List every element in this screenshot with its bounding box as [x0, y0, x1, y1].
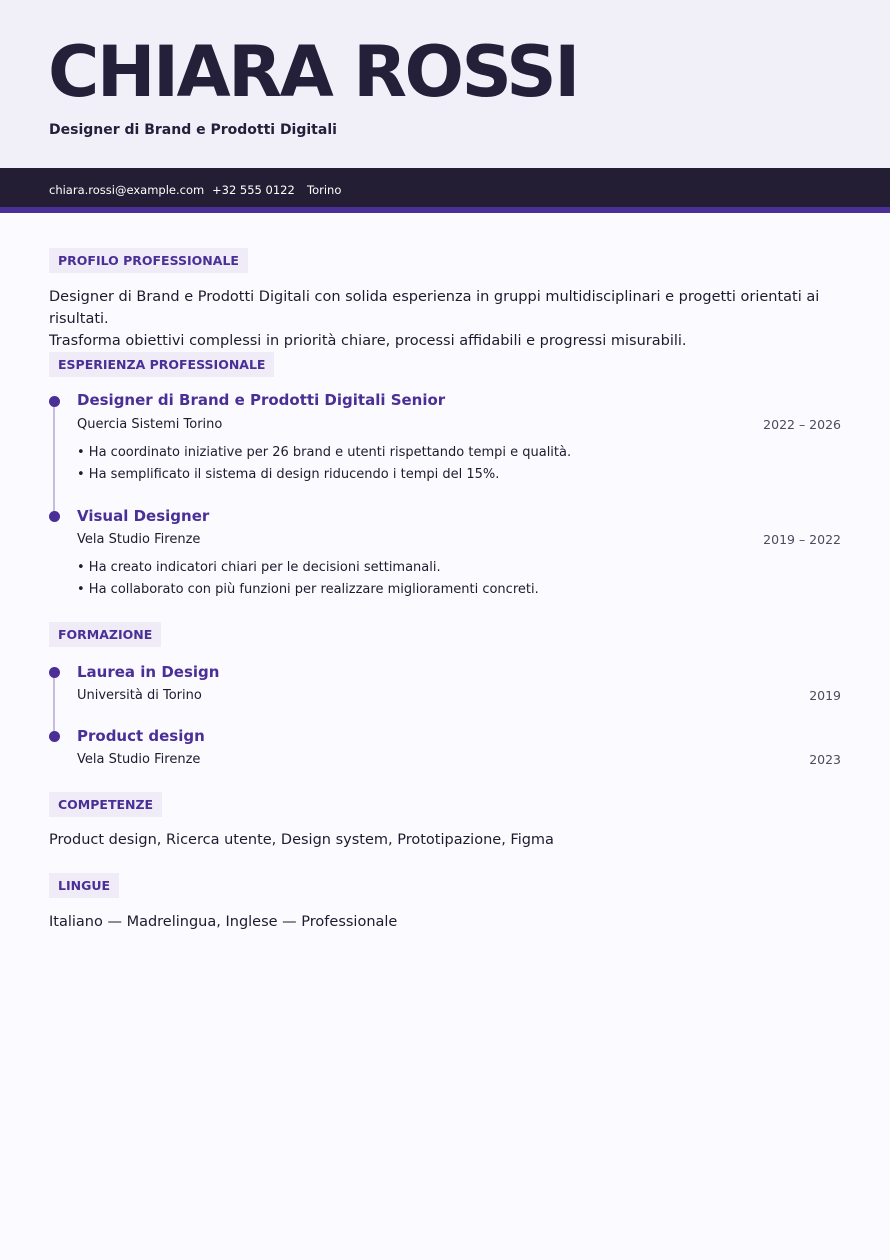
- experience-dates: 2022 – 2026: [763, 417, 841, 432]
- timeline-dot: [49, 731, 60, 742]
- education-school: Università di Torino: [77, 688, 202, 703]
- experience-bullet: • Ha semplificato il sistema di design riducendo i tempi del 15%.: [77, 467, 500, 482]
- education-timeline-line: [53, 672, 55, 736]
- education-year: 2019: [809, 688, 841, 703]
- education-degree: Laurea in Design: [77, 663, 220, 681]
- section-label-profile: PROFILO PROFESSIONALE: [49, 248, 248, 273]
- experience-company: Vela Studio Firenze: [77, 532, 201, 547]
- resume-header: [0, 0, 890, 168]
- section-label-experience: ESPERIENZA PROFESSIONALE: [49, 352, 274, 377]
- candidate-name: CHIARA ROSSI: [48, 31, 578, 113]
- section-label-languages: LINGUE: [49, 873, 119, 898]
- contact-phone[interactable]: +32 555 0122: [212, 183, 295, 197]
- experience-bullet: • Ha creato indicatori chiari per le decisioni settimanali.: [77, 560, 441, 575]
- candidate-title: Designer di Brand e Prodotti Digitali: [49, 122, 337, 138]
- section-label-education: FORMAZIONE: [49, 622, 161, 647]
- experience-bullet: • Ha coordinato iniziative per 26 brand e utenti rispettando tempi e qualità.: [77, 445, 572, 460]
- education-school: Vela Studio Firenze: [77, 752, 201, 767]
- education-year: 2023: [809, 752, 841, 767]
- experience-role: Designer di Brand e Prodotti Digitali Senior: [77, 391, 446, 409]
- contact-city: Torino: [307, 183, 342, 197]
- languages-text: Italiano — Madrelingua, Inglese — Professionale: [49, 914, 398, 930]
- profile-text-line-2: Trasforma obiettivi complessi in priorità chiare, processi affidabili e progressi misurabili.: [49, 333, 687, 349]
- education-degree: Product design: [77, 727, 205, 745]
- timeline-dot: [49, 396, 60, 407]
- experience-company: Quercia Sistemi Torino: [77, 417, 223, 432]
- profile-text: [49, 286, 849, 352]
- contact-bar: [0, 168, 890, 213]
- timeline-dot: [49, 511, 60, 522]
- section-label-skills: COMPETENZE: [49, 792, 162, 817]
- timeline-dot: [49, 667, 60, 678]
- experience-timeline-line: [53, 401, 55, 516]
- experience-role: Visual Designer: [77, 507, 210, 525]
- experience-bullet: • Ha collaborato con più funzioni per realizzare miglioramenti concreti.: [77, 582, 539, 597]
- skills-text: Product design, Ricerca utente, Design system, Prototipazione, Figma: [49, 832, 554, 848]
- contact-email[interactable]: chiara.rossi@example.com: [49, 183, 205, 197]
- experience-dates: 2019 – 2022: [763, 532, 841, 547]
- profile-text-line-1: Designer di Brand e Prodotti Digitali con solida esperienza in gruppi multidisciplinari e progetti orientati ai risultati.: [49, 289, 820, 327]
